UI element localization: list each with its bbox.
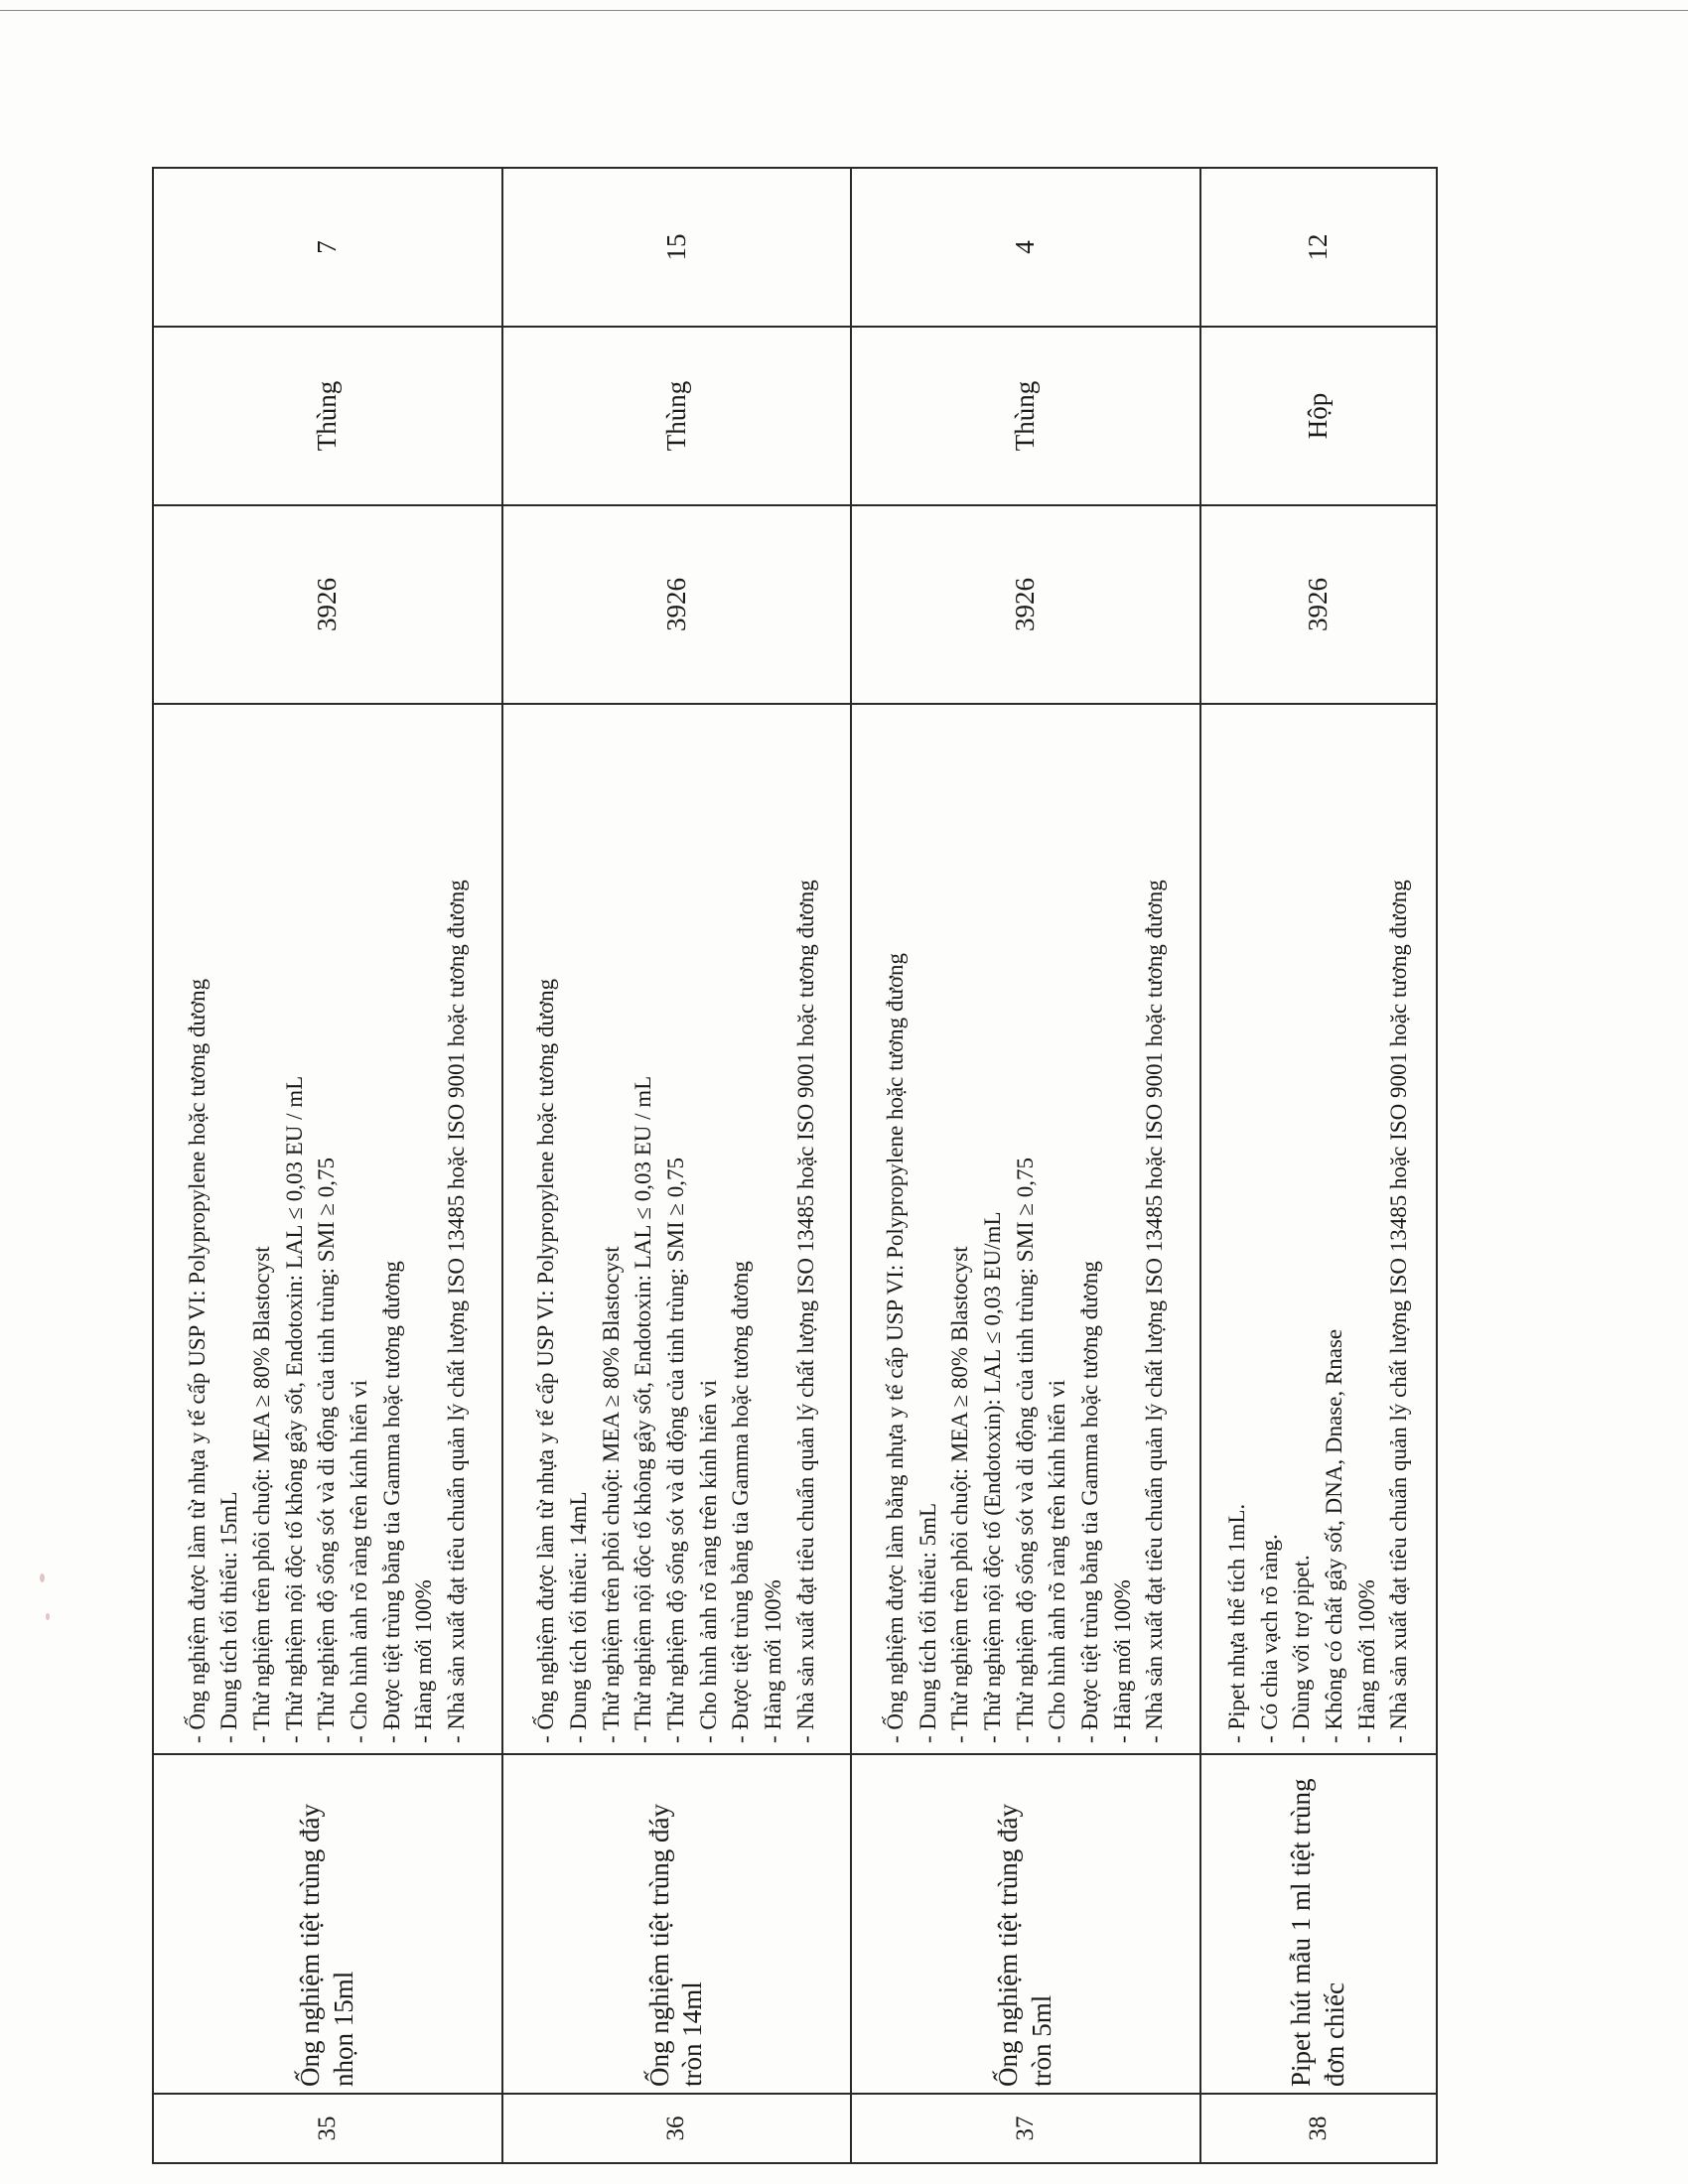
table-row	[153, 168, 502, 2163]
rotated-table-container	[152, 169, 1438, 2164]
spec-line: - Pipet nhựa thể tích 1mL.	[1223, 1503, 1249, 1743]
spec-line: - Nhà sản xuất đạt tiêu chuẩn quản lý chất lượng ISO 13485 hoặc ISO 9001 hoặc tương đương	[444, 880, 470, 1743]
unit-cell: Thùng	[502, 327, 852, 505]
unit-cell: Thùng	[153, 327, 502, 505]
spec-line: - Thử nghiệm độ sống sót và di động của tinh trùng: SMI ≥ 0,75	[1012, 1157, 1038, 1743]
spec-line: - Ống nghiệm được làm từ nhựa y tế cấp USP VI: Polypropylene hoặc tương đương	[533, 978, 559, 1743]
product-name-cell: Ống nghiệm tiệt trùng đáy tròn 5ml	[851, 1754, 1200, 2094]
spec-line: - Nhà sản xuất đạt tiêu chuẩn quản lý chất lượng ISO 13485 hoặc ISO 9001 hoặc tương đương	[1386, 880, 1412, 1743]
quantity-cell: 12	[1200, 168, 1437, 327]
spec-line: - Thử nghiệm trên phôi chuột: MEA ≥ 80% Blastocyst	[947, 1246, 973, 1743]
spec-cell	[851, 704, 1200, 1754]
spec-line: - Có chia vạch rõ ràng.	[1256, 1534, 1282, 1743]
spec-line: - Thử nghiệm nội độc tố không gây sốt, Endotoxin: LAL ≤ 0,03 EU / mL	[631, 1075, 656, 1743]
spec-line: - Được tiệt trùng bằng tia Gamma hoặc tương đương	[728, 1261, 754, 1743]
spec-line: - Dung tích tối thiểu: 5mL	[914, 1502, 940, 1743]
spec-line: - Cho hình ảnh rõ ràng trên kính hiển vi	[1045, 1379, 1070, 1743]
spec-line: - Thử nghiệm nội độc tố (Endotoxin): LAL ≤ 0,03 EU/mL	[979, 1211, 1005, 1743]
table-body	[153, 168, 1437, 2163]
scan-speck	[40, 1573, 45, 1582]
spec-line: - Hàng mới 100%	[761, 1579, 785, 1743]
spec-line: - Nhà sản xuất đạt tiêu chuẩn quản lý chất lượng ISO 13485 hoặc ISO 9001 hoặc tương đương	[792, 880, 818, 1743]
spec-cell	[1200, 704, 1437, 1754]
unit-cell: Thùng	[851, 327, 1200, 505]
spec-line: - Hàng mới 100%	[411, 1579, 437, 1743]
spec-line: - Cho hình ảnh rõ ràng trên kính hiển vi	[347, 1379, 372, 1743]
spec-line: - Hàng mới 100%	[1109, 1579, 1135, 1743]
quantity-cell: 4	[851, 168, 1200, 327]
row-number-cell: 38	[1200, 2094, 1437, 2163]
hs-code-cell: 3926	[1200, 505, 1437, 704]
row-number-cell: 36	[502, 2094, 852, 2163]
spec-line: - Dung tích tối thiểu: 15mL	[216, 1491, 242, 1743]
product-spec-table	[152, 167, 1438, 2164]
spec-line: - Dung tích tối thiểu: 14mL	[566, 1491, 592, 1743]
product-name-cell: Ống nghiệm tiệt trùng đáy nhọn 15ml	[153, 1754, 502, 2094]
spec-line: - Không có chất gây sốt, DNA, Dnase, Rnase	[1321, 1328, 1346, 1743]
scan-edge-line	[0, 10, 1688, 11]
product-name-cell: Ống nghiệm tiệt trùng đáy tròn 14ml	[502, 1754, 852, 2094]
hs-code-cell: 3926	[153, 505, 502, 704]
spec-line: - Thử nghiệm trên phôi chuột: MEA ≥ 80% Blastocyst	[598, 1246, 624, 1743]
table-row	[502, 168, 852, 2163]
spec-line: - Được tiệt trùng bằng tia Gamma hoặc tương đương	[1076, 1261, 1102, 1743]
spec-line: - Thử nghiệm trên phôi chuột: MEA ≥ 80% Blastocyst	[249, 1246, 275, 1743]
spec-cell	[153, 704, 502, 1754]
table-row	[851, 168, 1200, 2163]
quantity-cell: 7	[153, 168, 502, 327]
spec-line: - Cho hình ảnh rõ ràng trên kính hiển vi	[695, 1379, 721, 1743]
spec-line: - Ống nghiệm được làm từ nhựa y tế cấp USP VI: Polypropylene hoặc tương đương	[184, 978, 210, 1743]
spec-line: - Nhà sản xuất đạt tiêu chuẩn quản lý chất lượng ISO 13485 hoặc ISO 9001 hoặc tương đương	[1142, 880, 1168, 1743]
spec-cell	[502, 704, 852, 1754]
spec-line: - Được tiệt trùng bằng tia Gamma hoặc tương đương	[378, 1261, 404, 1743]
spec-line: - Dùng với trợ pipet.	[1289, 1555, 1315, 1743]
hs-code-cell: 3926	[851, 505, 1200, 704]
spec-line: - Thử nghiệm nội độc tố không gây sốt, Endotoxin: LAL ≤ 0,03 EU / mL	[281, 1075, 307, 1743]
unit-cell: Hộp	[1200, 327, 1437, 505]
spec-line: - Hàng mới 100%	[1353, 1579, 1379, 1743]
quantity-cell: 15	[502, 168, 852, 327]
spec-line: - Ống nghiệm được làm bằng nhựa y tế cấp USP VI: Polypropylene hoặc tương đương	[882, 952, 908, 1743]
scan-speck	[46, 1613, 50, 1620]
table-row	[1200, 168, 1437, 2163]
product-name-cell: Pipet hút mẫu 1 ml tiệt trùng đơn chiếc	[1200, 1754, 1437, 2094]
spec-line: - Thử nghiệm độ sống sót và di động của tinh trùng: SMI ≥ 0,75	[314, 1157, 340, 1743]
spec-line: - Thử nghiệm độ sống sót và di động của tinh trùng: SMI ≥ 0,75	[663, 1157, 689, 1743]
row-number-cell: 37	[851, 2094, 1200, 2163]
row-number-cell: 35	[153, 2094, 502, 2163]
hs-code-cell: 3926	[502, 505, 852, 704]
